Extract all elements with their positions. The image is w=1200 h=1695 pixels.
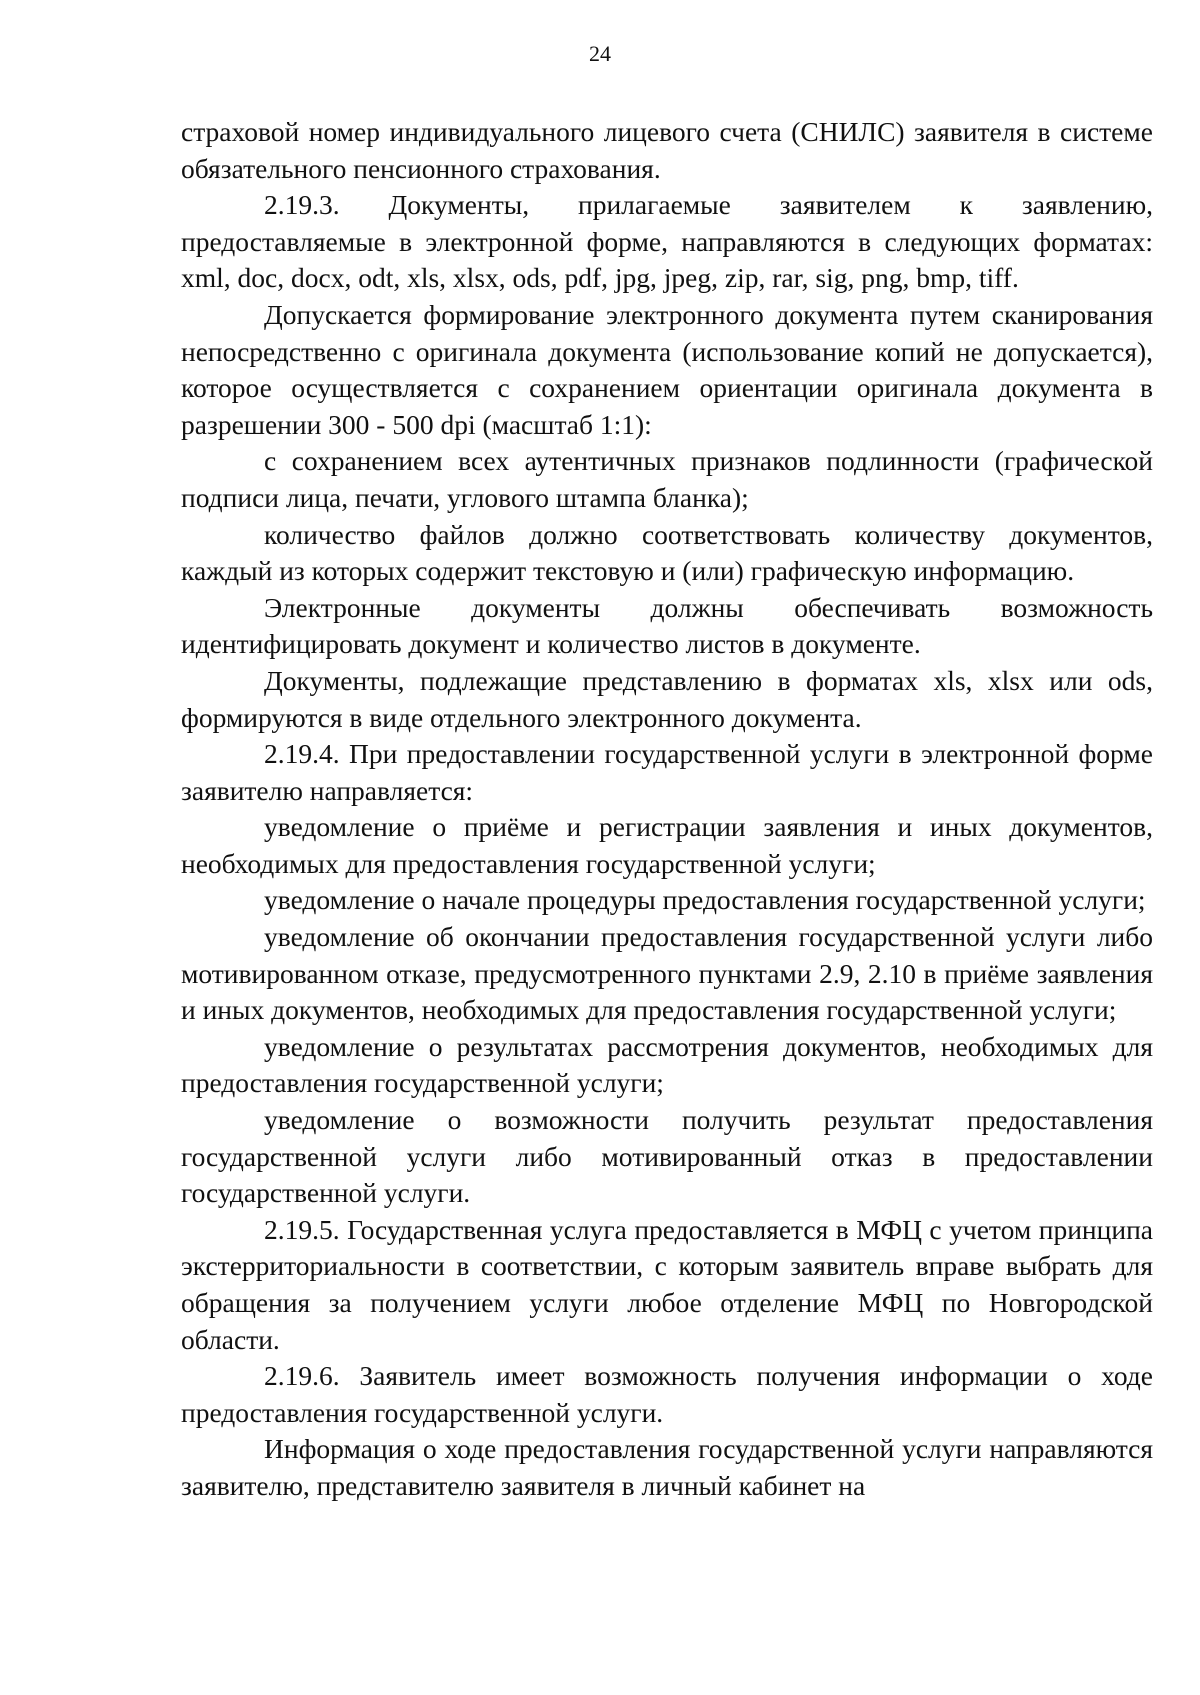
paragraph-file-count: количество файлов должно соответствовать количеству документов, каждый из которых содержит текстовую и (или) графическую информацию.: [181, 518, 1153, 587]
paragraph-scanning: Допускается формирование электронного документа путем сканирования непосредственно с оригинала документа (использование копий не допускается), которое осуществляется с сохранением ориентации оригинала документа в разрешении 300 - 500 dpi (масштаб 1:1):: [181, 298, 1153, 440]
paragraph-2-19-6: 2.19.6. Заявитель имеет возможность получения информации о ходе предоставления государственной услуги.: [181, 1360, 1153, 1428]
paragraph-notice-start: уведомление о начале процедуры предоставления государственной услуги;: [264, 884, 1146, 916]
paragraph-electronic-docs: Электронные документы должны обеспечивать возможность идентифицировать документ и количество листов в документе.: [181, 591, 1153, 660]
paragraph-info-progress: Информация о ходе предоставления государственной услуги направляются заявителю, представителю заявителя в личный кабинет на: [181, 1433, 1153, 1501]
paragraph-notice-possibility: уведомление о возможности получить результат предоставления государственной услуги либо мотивированный отказ в предоставлении государственной услуги.: [181, 1104, 1153, 1209]
paragraph-notice-end: уведомление об окончании предоставления государственной услуги либо мотивированном отказе, предусмотренного пунктами 2.9, 2.10 в приёме заявления и иных документов, необходимых для предоставления государственной услуги;: [181, 921, 1153, 1026]
document-body: [181, 114, 1153, 1505]
paragraph-2-19-5: 2.19.5. Государственная услуга предоставляется в МФЦ с учетом принципа экстерриториальности в соответствии, с которым заявитель вправе выбрать для обращения за получением услуги любое отделение МФЦ по Новгородской области.: [181, 1213, 1153, 1355]
paragraph-authenticity: с сохранением всех аутентичных признаков подлинности (графической подписи лица, печати, углового штампа бланка);: [181, 445, 1153, 513]
page-number: 24: [589, 41, 611, 66]
paragraph-notice-results: уведомление о результатах рассмотрения документов, необходимых для предоставления государственной услуги;: [181, 1030, 1153, 1099]
paragraph-spreadsheet-formats: Документы, подлежащие представлению в форматах xls, xlsx или ods, формируются в виде отдельного электронного документа.: [181, 664, 1153, 733]
paragraph-snils: страховой номер индивидуального лицевого счета (СНИЛС) заявителя в системе обязательного пенсионного страхования.: [181, 116, 1153, 184]
paragraph-2-19-4: 2.19.4. При предоставлении государственной услуги в электронной форме заявителю направляется:: [181, 738, 1153, 806]
paragraph-notice-receipt: уведомление о приёме и регистрации заявления и иных документов, необходимых для предоставления государственной услуги;: [181, 811, 1153, 879]
paragraph-2-19-3: 2.19.3. Документы, прилагаемые заявителем к заявлению, предоставляемые в электронной форме, направляются в следующих форматах: xml, doc, docx, odt, xls, xlsx, ods, pdf, jpg, jpeg, zip, rar, sig, png, bmp, tiff.: [181, 189, 1153, 294]
